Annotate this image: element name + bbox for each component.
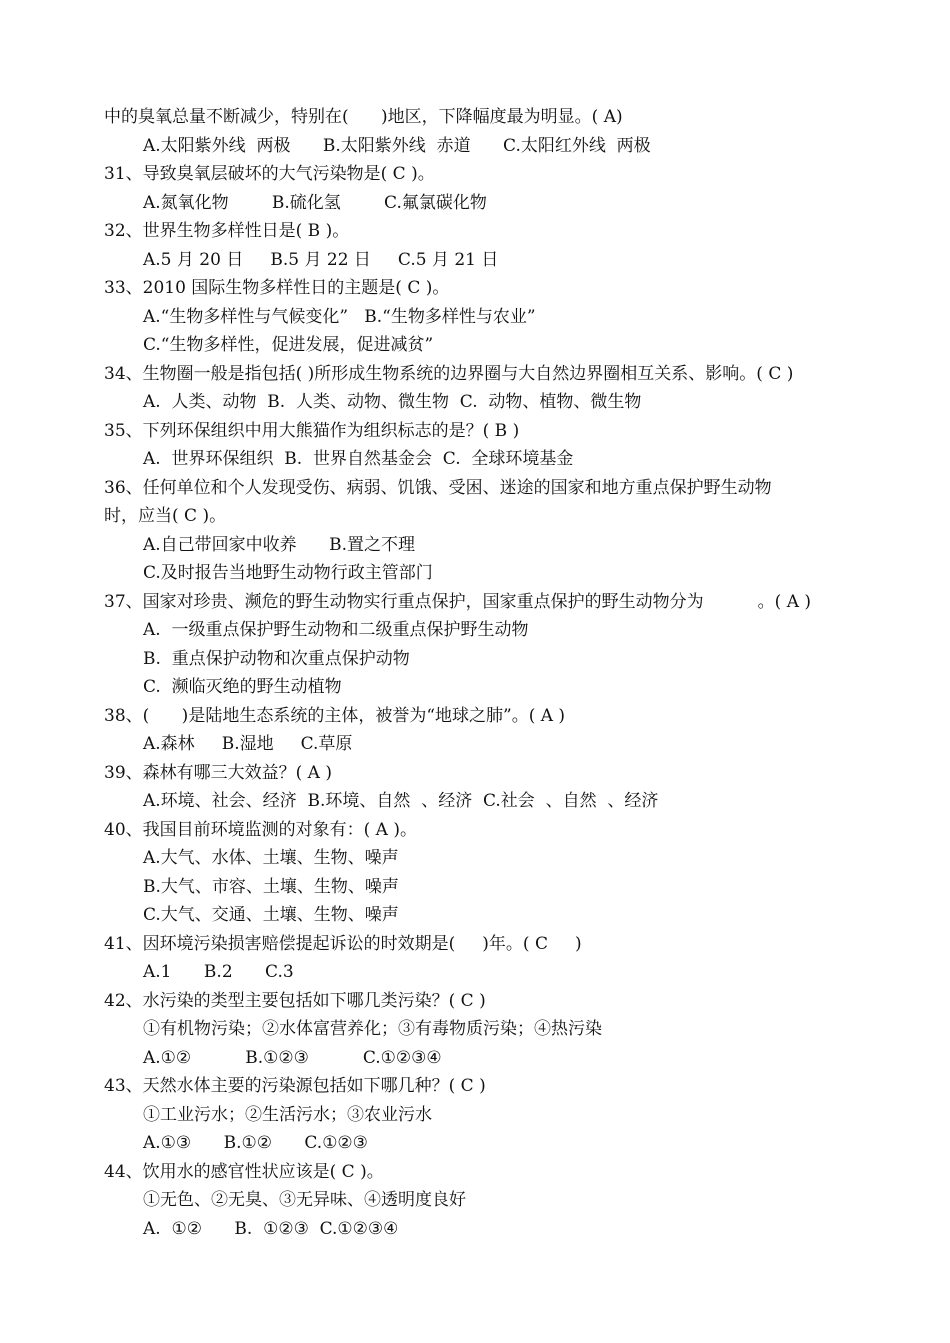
question-42: 42、水污染的类型主要包括如下哪几类污染？( C ) — [104, 991, 486, 1011]
question-text-line: 时，应当( C )。 — [104, 506, 227, 526]
answer-options: A. 世界环保组织 B. 世界自然基金会 C. 全球环境基金 — [143, 449, 574, 469]
answer-options: A.太阳紫外线 两极 B.太阳紫外线 赤道 C.太阳红外线 两极 — [143, 136, 651, 156]
answer-options: A.5 月 20 日 B.5 月 22 日 C.5 月 21 日 — [143, 250, 499, 270]
answer-options: B.大气、市容、土壤、生物、噪声 — [143, 877, 399, 897]
answer-options: A.①② B.①②③ C.①②③④ — [143, 1048, 442, 1068]
question-text-line: 中的臭氧总量不断减少，特别在( )地区，下降幅度最为明显。( A) — [104, 107, 623, 127]
answer-options: ①有机物污染；②水体富营养化；③有毒物质污染；④热污染 — [143, 1019, 602, 1039]
question-37: 37、国家对珍贵、濒危的野生动物实行重点保护，国家重点保护的野生动物分为 。( A ) — [104, 592, 812, 612]
question-31: 31、导致臭氧层破坏的大气污染物是( C )。 — [104, 164, 435, 184]
answer-options: A.氮氧化物 B.硫化氢 C.氟氯碳化物 — [143, 193, 487, 213]
answer-options: ①无色、②无臭、③无异味、④透明度良好 — [143, 1190, 466, 1210]
answer-options: B. 重点保护动物和次重点保护动物 — [143, 649, 410, 669]
answer-options: C.“生物多样性，促进发展，促进减贫” — [143, 335, 434, 355]
question-38: 38、( )是陆地生态系统的主体，被誉为“地球之肺”。( A ) — [104, 706, 566, 726]
question-34: 34、生物圈一般是指包括( )所形成生物系统的边界圈与大自然边界圈相互关系、影响。( C ) — [104, 364, 794, 384]
question-40: 40、我国目前环境监测的对象有：( A )。 — [104, 820, 417, 840]
question-32: 32、世界生物多样性日是( B )。 — [104, 221, 350, 241]
question-43: 43、天然水体主要的污染源包括如下哪几种？( C ) — [104, 1076, 486, 1096]
answer-options: A.自己带回家中收养 B.置之不理 — [143, 535, 415, 555]
answer-options: A. ①② B. ①②③ C.①②③④ — [143, 1219, 399, 1239]
answer-options: A.环境、社会、经济 B.环境、自然 、经济 C.社会 、自然 、经济 — [143, 791, 659, 811]
question-33: 33、2010 国际生物多样性日的主题是( C )。 — [104, 278, 450, 298]
answer-options: C.大气、交通、土壤、生物、噪声 — [143, 905, 399, 925]
answer-options: C.及时报告当地野生动物行政主管部门 — [143, 563, 433, 583]
answer-options: A.1 B.2 C.3 — [143, 962, 294, 982]
question-39: 39、森林有哪三大效益？( A ) — [104, 763, 332, 783]
question-36: 36、任何单位和个人发现受伤、病弱、饥饿、受困、迷途的国家和地方重点保护野生动物 — [104, 478, 772, 498]
answer-options: A.“生物多样性与气候变化” B.“生物多样性与农业” — [143, 307, 536, 327]
question-41: 41、因环境污染损害赔偿提起诉讼的时效期是( )年。( C ) — [104, 934, 582, 954]
answer-options: A.①③ B.①② C.①②③ — [143, 1133, 368, 1153]
answer-options: A. 人类、动物 B. 人类、动物、微生物 C. 动物、植物、微生物 — [143, 392, 642, 412]
answer-options: ①工业污水；②生活污水；③农业污水 — [143, 1105, 432, 1125]
question-35: 35、下列环保组织中用大熊猫作为组织标志的是？( B ) — [104, 421, 520, 441]
answer-options: A.大气、水体、土壤、生物、噪声 — [143, 848, 399, 868]
answer-options: A.森林 B.湿地 C.草原 — [143, 734, 353, 754]
answer-options: A. 一级重点保护野生动物和二级重点保护野生动物 — [143, 620, 529, 640]
question-44: 44、饮用水的感官性状应该是( C )。 — [104, 1162, 384, 1182]
answer-options: C. 濒临灭绝的野生动植物 — [143, 677, 342, 697]
